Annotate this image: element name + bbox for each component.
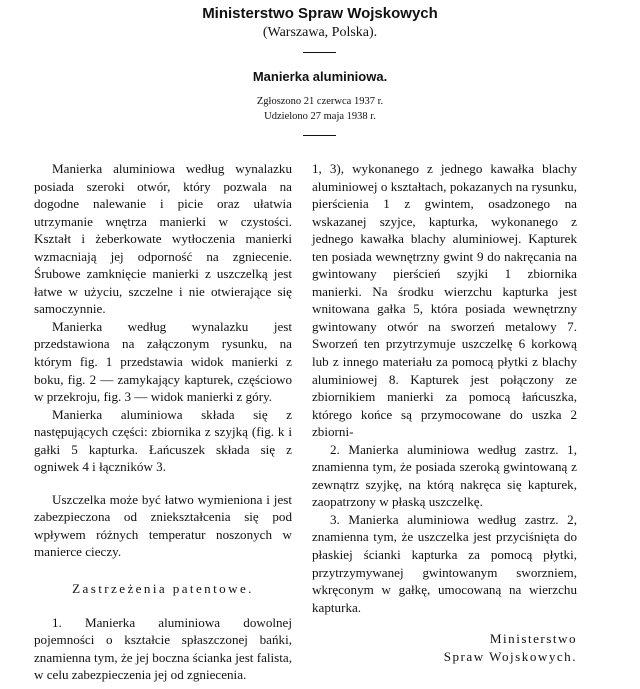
description-paragraph-4: Uszczelka może być łatwo wymieniona i jest zabezpieczona od zniekształcenia się pod wpływem różnych temperatur noszonych w manierce cieczy. [34, 491, 292, 560]
divider-top [303, 52, 336, 53]
signature-line-1: Ministerstwo [489, 631, 577, 647]
filed-date: Zgłoszono 21 czerwca 1937 r. [256, 96, 384, 107]
claims-heading: Zastrzeżenia patentowe. [72, 581, 254, 597]
description-paragraph-3: Manierka aluminiowa składa się z następujących części: zbiornika z szyjką (fig. k i gałki 5 kapturka. Łańcuszek składa się z ogniwek 4 i łączników 3. [34, 406, 292, 475]
claim-3: 3. Manierka aluminiowa według zastrz. 2, znamienna tym, że uszczelka jest przyciśnięta do płaskiej ścianki kapturka za pomocą płytki, przytrzymywanej gwintowanym sworzniem, wkręconym w gałkę, umocowaną na wierzchu kapturka. [312, 511, 577, 615]
divider-bottom [303, 135, 336, 136]
description-paragraph-1: Manierka aluminiowa według wynalazku posiada szeroki otwór, który pozwala na dogodne nalewanie i picie oraz ułatwia utrzymanie wnętrza manierki w czystości. Kształt i żeberkowate wytłoczenia manierki wzmacniają jej odporność na zgniecenie. Śrubowe zamknięcie manierki z uszczelką jest łatwe w użyciu, szczelne i nie otwierające się samoczynnie. [34, 161, 292, 317]
signature [312, 630, 577, 666]
right-column [312, 160, 577, 666]
left-column [34, 160, 292, 684]
issuing-authority: Ministerstwo Spraw Wojskowych [202, 5, 438, 22]
granted-date: Udzielono 27 maja 1938 r. [264, 111, 376, 122]
claim-1: 1. Manierka aluminiowa dowolnej pojemności o kształcie spłaszczonej bańki, znamienna tym, że jej boczna ścianka jest falista, w celu zabezpieczenia jej od zgniecenia. [34, 614, 292, 683]
description-continuation: 1, 3), wykonanego z jednego kawałka blachy aluminiowej o kształtach, pokazanych na rysunku, pierścienia 1 z gwintem, osadzonego na wskazanej szyjce, kapturka, wykonanego z jednego kawałka blachy aluminiowej. Kapturek ten posiada wewnętrzny gwint 9 do nakręcania na gwintowany pierścień szyjki 1 zbiornika manierki. Na środku wierzchu kapturka jest wnitowana gałka 5, która posiada wewnętrzny gwintowany otwór na sworzeń metalowy 7. Sworzeń ten przytrzymuje uszczelkę 6 korkową lub z innego materiału za pomocą płytki z blachy aluminiowej 8. Kapturek jest połączony ze zbiornikiem manierki za pomocą łańcuszka, którego końce są przymocowane do uszka 2 zbiorni- [312, 161, 577, 440]
location: (Warszawa, Polska). [262, 25, 378, 40]
description-paragraph-2: Manierka według wynalazku jest przedstawiona na załączonym rysunku, na którym fig. 1 przedstawia widok manierki z boku, fig. 2 — zamykający kapturek, częściowo w przekroju, fig. 3 — widok manierki z góry. [34, 318, 292, 405]
signature-line-2: Spraw Wojskowych. [443, 649, 577, 665]
patent-title: Manierka aluminiowa. [252, 69, 388, 84]
claim-2: 2. Manierka aluminiowa według zastrz. 1, znamienna tym, że posiada szeroką gwintowaną z zewnątrz szyjkę, na którą nakręca się kapturek, zaopatrzony w płaską uszczelkę. [312, 441, 577, 510]
